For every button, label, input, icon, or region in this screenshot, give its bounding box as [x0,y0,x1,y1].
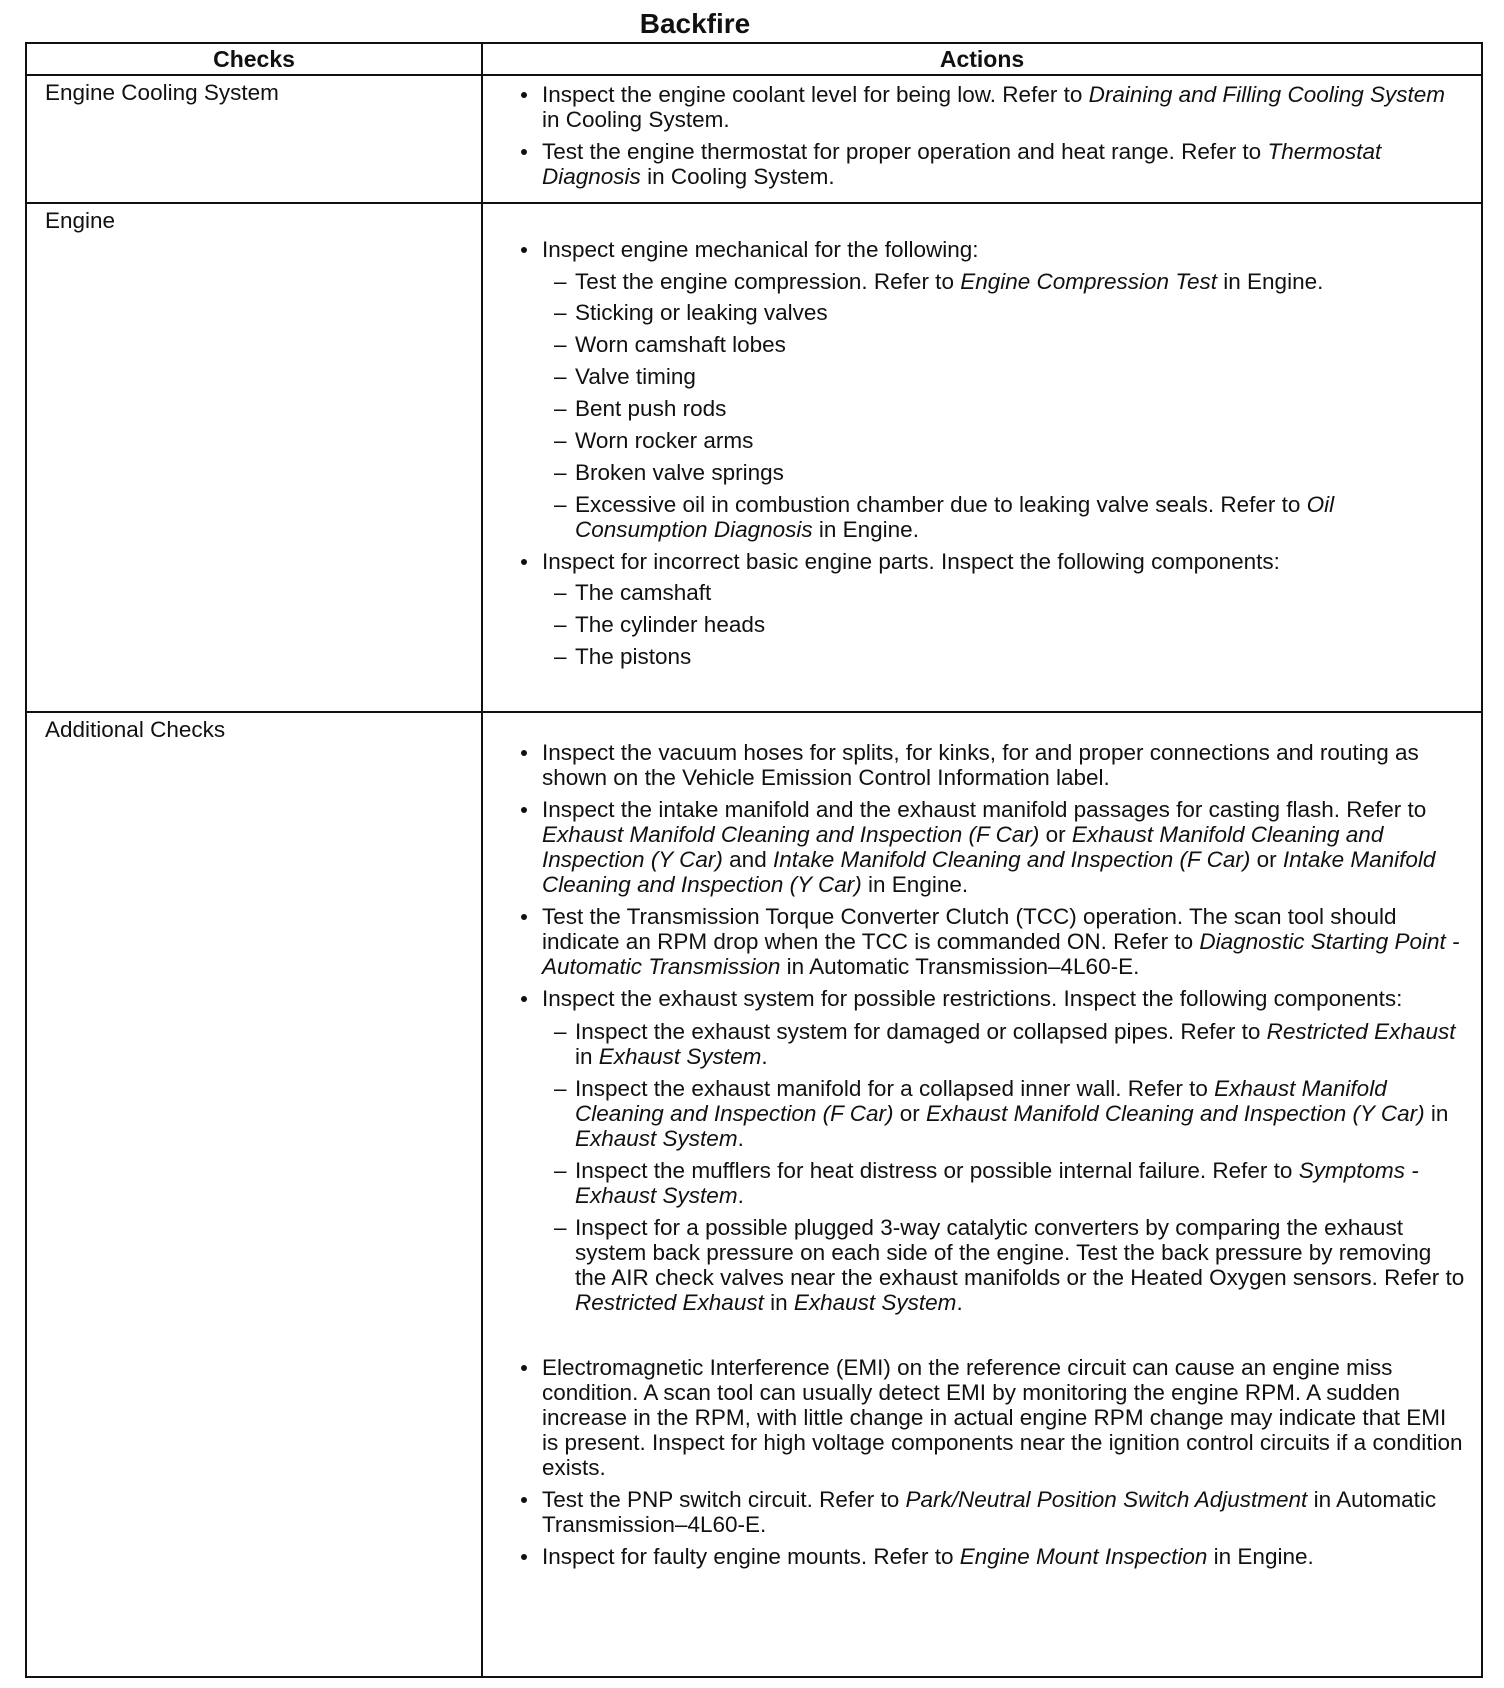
action-item: Inspect for faulty engine mounts. Refer to Engine Mount Inspection in Engine. [517,1544,1465,1569]
action-item: Test the PNP switch circuit. Refer to Park/Neutral Position Switch Adjustment in Automatic Transmission–4L60-E. [517,1487,1465,1537]
action-subitem: – The cylinder heads [517,612,1465,637]
check-cell: Engine [26,203,482,712]
action-subitem: – The pistons [517,644,1465,669]
action-subitem: – Inspect for a possible plugged 3-way catalytic converters by comparing the exhaust system back pressure on each side of the engine. Test the back pressure by removing the AIR check valves near the exhaust manifolds or the Heated Oxygen sensors. Refer to Restricted Exhaust in Exhaust System. [517,1215,1465,1315]
actions-cell [482,75,1482,203]
action-item: Inspect the intake manifold and the exhaust manifold passages for casting flash. Refer to Exhaust Manifold Cleaning and Inspection (F Car) or Exhaust Manifold Cleaning and Inspection (Y Car) and Intake Manifold Cleaning and Inspection (F Car) or Intake Manifold Cleaning and Inspection (Y Car) in Engine. [517,797,1465,897]
table-row [26,203,1482,712]
page-title: Backfire [639,8,751,39]
action-subitem: – Bent push rods [517,396,1465,421]
action-subitem: – Worn camshaft lobes [517,332,1465,357]
action-item: Test the Transmission Torque Converter Clutch (TCC) operation. The scan tool should indicate an RPM drop when the TCC is commanded ON. Refer to Diagnostic Starting Point - Automatic Transmission in Automatic Transmission–4L60-E. [517,904,1465,979]
header-actions: Actions [482,43,1482,75]
actions-cell [482,203,1482,712]
backfire-table [25,42,1483,1678]
action-subitem: – The camshaft [517,580,1465,605]
action-subitem: – Inspect the mufflers for heat distress or possible internal failure. Refer to Symptoms - Exhaust System. [517,1158,1465,1208]
table-row [26,75,1482,203]
action-subitem: – Inspect the exhaust system for damaged or collapsed pipes. Refer to Restricted Exhaust in Exhaust System. [517,1019,1465,1069]
action-item: Inspect the exhaust system for possible restrictions. Inspect the following components: [517,986,1465,1011]
check-cell: Additional Checks [26,712,482,1677]
action-item: Inspect engine mechanical for the following: [517,237,1465,262]
table-row [26,712,1482,1677]
action-item: Inspect the engine coolant level for being low. Refer to Draining and Filling Cooling System in Cooling System. [517,82,1465,132]
header-checks: Checks [26,43,482,75]
action-subitem: – Inspect the exhaust manifold for a collapsed inner wall. Refer to Exhaust Manifold Cleaning and Inspection (F Car) or Exhaust Manifold Cleaning and Inspection (Y Car) in Exhaust System. [517,1076,1465,1151]
action-item: Inspect for incorrect basic engine parts. Inspect the following components: [517,549,1465,574]
action-item: Test the engine thermostat for proper operation and heat range. Refer to Thermostat Diagnosis in Cooling System. [517,139,1465,189]
action-subitem: – Excessive oil in combustion chamber due to leaking valve seals. Refer to Oil Consumption Diagnosis in Engine. [517,492,1465,542]
table-header-row [26,43,1482,75]
action-item: Electromagnetic Interference (EMI) on the reference circuit can cause an engine miss condition. A scan tool can usually detect EMI by monitoring the engine RPM. A sudden increase in the RPM, with little change in actual engine RPM change may indicate that EMI is present. Inspect for high voltage components near the ignition control circuits if a condition exists. [517,1355,1465,1480]
action-subitem: – Test the engine compression. Refer to Engine Compression Test in Engine. [517,269,1465,294]
action-item: Inspect the vacuum hoses for splits, for kinks, for and proper connections and routing as shown on the Vehicle Emission Control Information label. [517,740,1465,790]
action-subitem: – Sticking or leaking valves [517,300,1465,325]
actions-cell [482,712,1482,1677]
action-subitem: – Valve timing [517,364,1465,389]
action-subitem: – Broken valve springs [517,460,1465,485]
check-cell: Engine Cooling System [26,75,482,203]
action-subitem: – Worn rocker arms [517,428,1465,453]
